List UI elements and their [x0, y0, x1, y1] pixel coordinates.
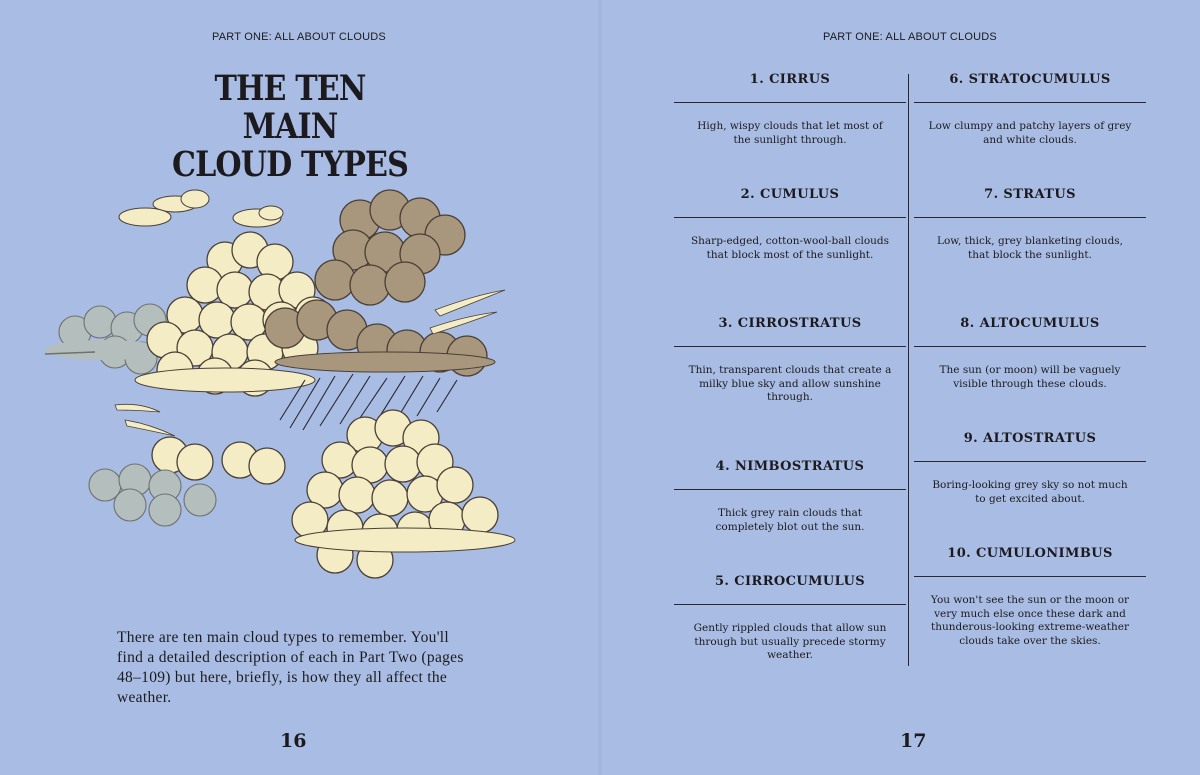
cloud-description: Boring-looking grey sky so not much to get excited about.: [932, 479, 1128, 505]
brown-cloud-middle: [265, 300, 495, 376]
cloud-description: High, wispy clouds that let most of the sunlight through.: [697, 120, 883, 146]
running-head-right: PART ONE: ALL ABOUT CLOUDS: [823, 31, 997, 43]
cloud-description: Thin, transparent clouds that create a milky blue sky and allow sunshine through.: [688, 364, 892, 403]
cloud-entry-altostratus: [914, 431, 1146, 506]
clouds-illustration: [35, 180, 535, 600]
page-title: [170, 70, 411, 184]
title-line-2: CLOUD TYPES: [172, 144, 408, 185]
page-number-right: 17: [900, 730, 927, 752]
cloud-description: Gently rippled clouds that allow sun through but usually precede stormy weather.: [693, 622, 887, 661]
column-divider: [908, 74, 909, 666]
cloud-heading: 6. STRATOCUMULUS: [914, 72, 1146, 103]
page-number-left: 16: [280, 730, 307, 752]
cloud-heading: 4. NIMBOSTRATUS: [674, 459, 906, 490]
cloud-heading: 10. CUMULONIMBUS: [914, 546, 1146, 577]
cloud-description: Thick grey rain clouds that completely blot out the sun.: [715, 507, 865, 533]
cloud-heading: 2. CUMULUS: [674, 187, 906, 218]
right-page: [602, 0, 1200, 775]
cloud-entry-cirrostratus: [674, 316, 906, 405]
title-line-1: THE TEN MAIN: [214, 68, 366, 147]
cloud-entry-cumulonimbus: [914, 546, 1146, 648]
cloud-heading: 1. CIRRUS: [674, 72, 906, 103]
cloud-entry-cumulus: [674, 187, 906, 262]
intro-text: There are ten main cloud types to remember. You'll find a detailed description of each in Part Two (pages 48–109) but here, briefly, is how they all affect the weather.: [117, 629, 464, 706]
cream-cloud-bottom-right: [292, 410, 515, 578]
cloud-entry-cirrus: [674, 72, 906, 147]
cloud-description: Low clumpy and patchy layers of grey and white clouds.: [928, 120, 1132, 146]
cloud-description: The sun (or moon) will be vaguely visible through these clouds.: [939, 364, 1121, 390]
cloud-heading: 3. CIRROSTRATUS: [674, 316, 906, 347]
running-head-left: PART ONE: ALL ABOUT CLOUDS: [212, 31, 386, 43]
small-cloud-top-left: [119, 190, 283, 227]
cloud-entry-nimbostratus: [674, 459, 906, 534]
cloud-description: Low, thick, grey blanketing clouds, that block the sunlight.: [936, 235, 1124, 261]
brown-cloud-top: [315, 190, 465, 305]
cloud-description: Sharp-edged, cotton-wool-ball clouds that block most of the sunlight.: [690, 235, 890, 261]
cloud-heading: 9. ALTOSTRATUS: [914, 431, 1146, 462]
small-cloud-bottom-left: [89, 437, 285, 526]
cloud-entry-altocumulus: [914, 316, 1146, 391]
left-page: [0, 0, 598, 775]
cloud-heading: 7. STRATUS: [914, 187, 1146, 218]
cloud-entry-stratocumulus: [914, 72, 1146, 147]
cloud-heading: 5. CIRROCUMULUS: [674, 574, 906, 605]
cloud-heading: 8. ALTOCUMULUS: [914, 316, 1146, 347]
cloud-entry-cirrocumulus: [674, 574, 906, 663]
cloud-entry-stratus: [914, 187, 1146, 262]
cloud-description: You won't see the sun or the moon or very much else once these dark and thunderous-looking extreme-weather clouds take over the skies.: [930, 594, 1130, 647]
